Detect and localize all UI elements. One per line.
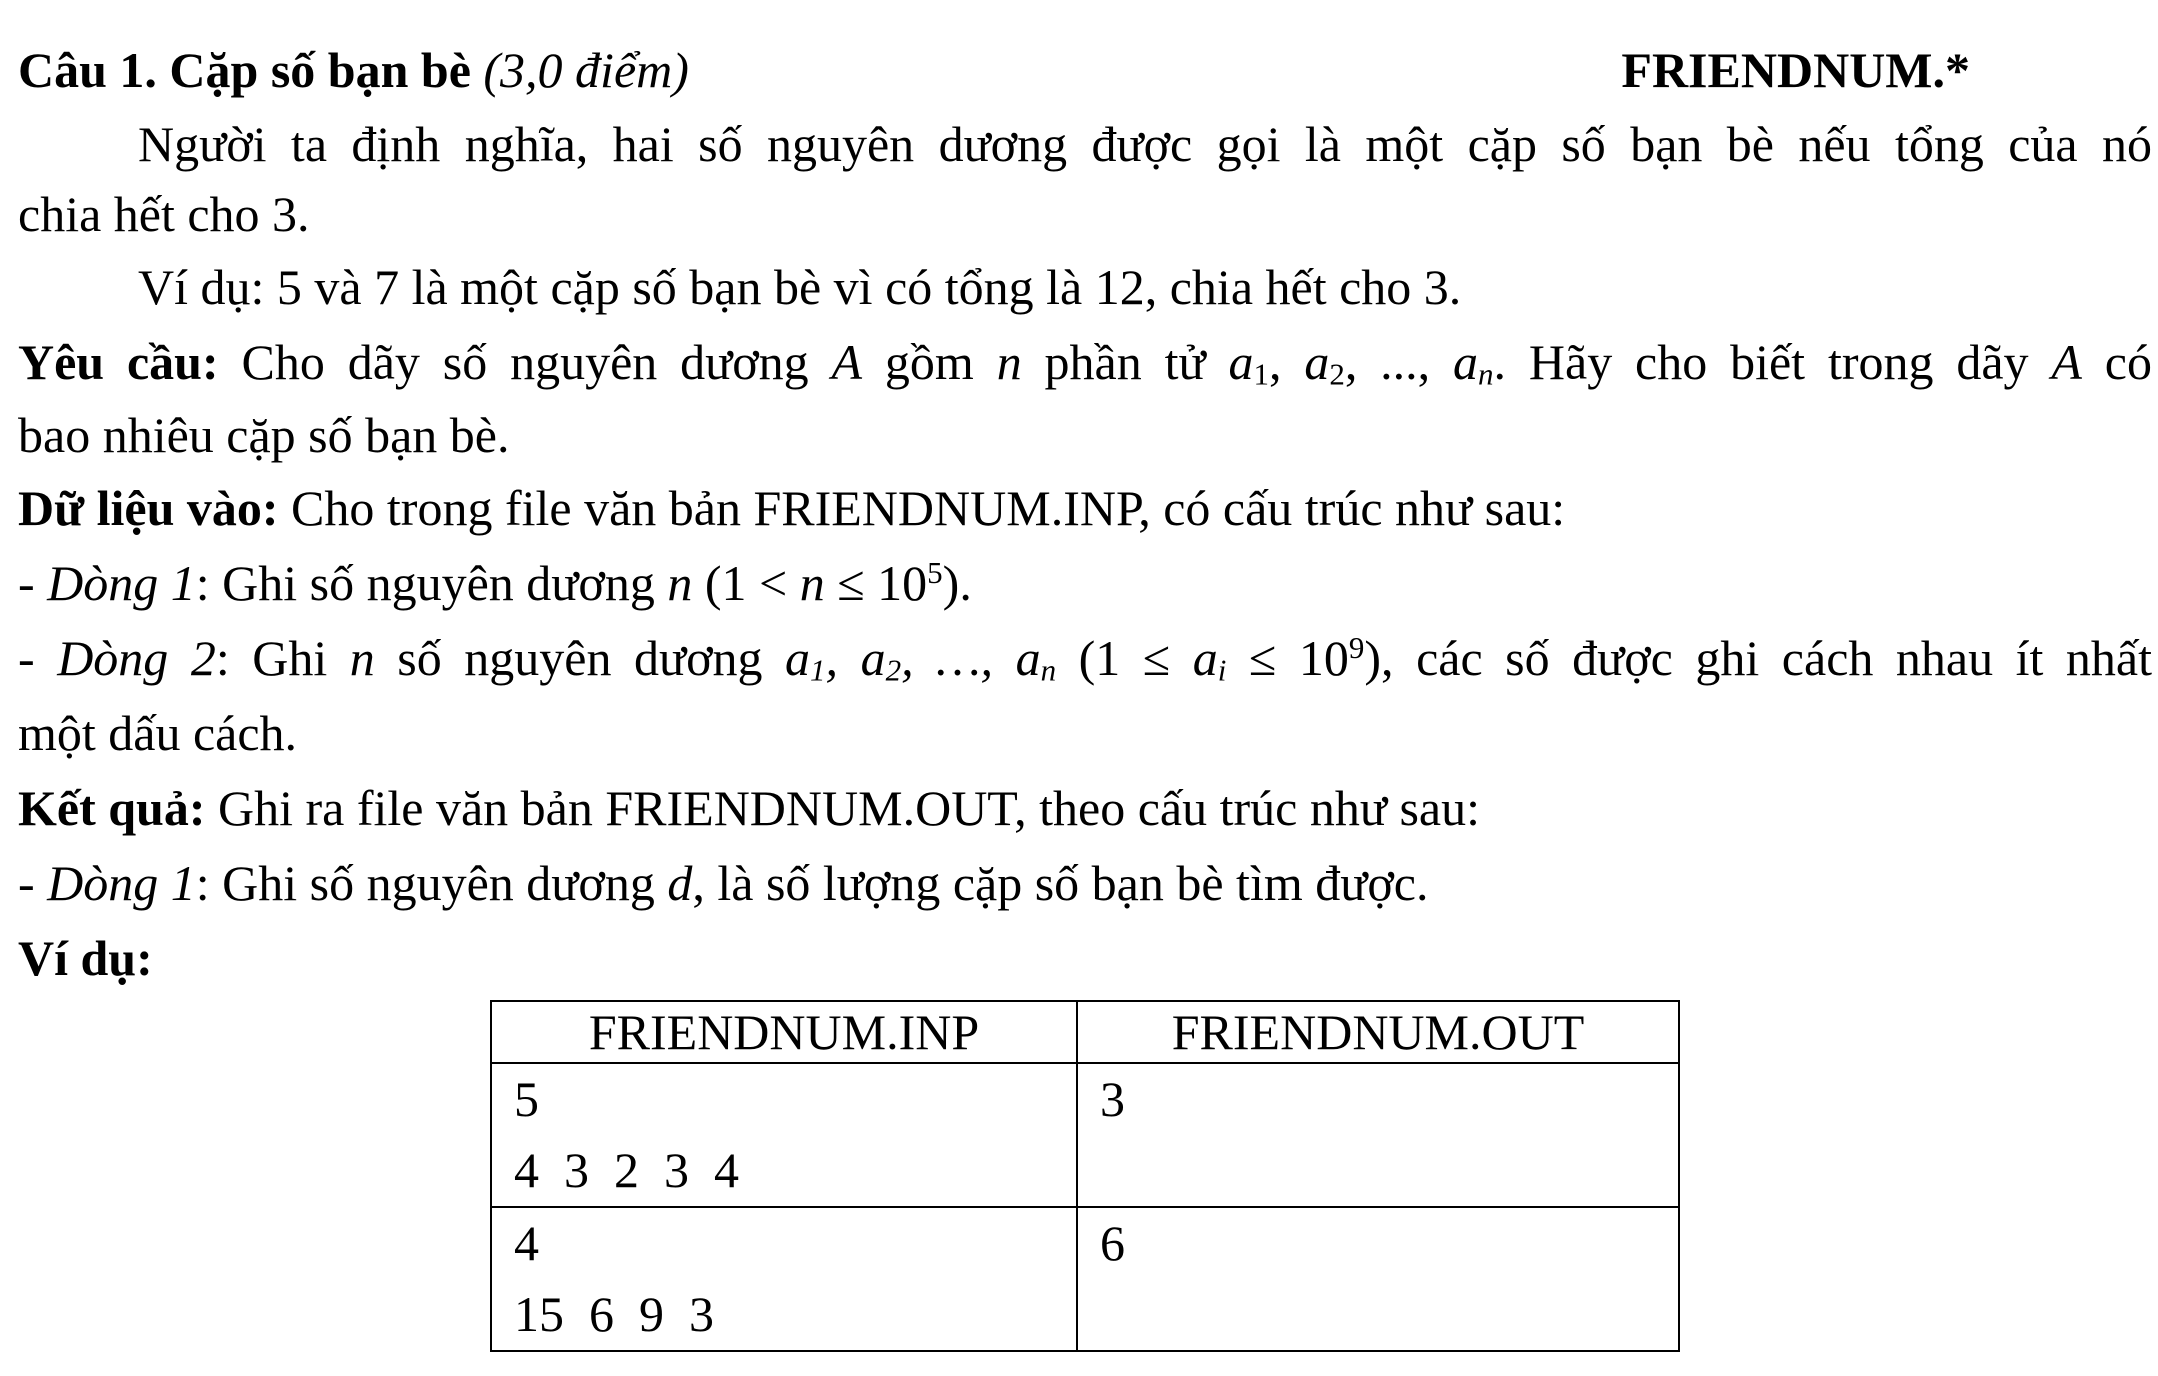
table-row bbox=[491, 1207, 1679, 1351]
table-header-output: FRIENDNUM.OUT bbox=[1077, 1001, 1679, 1063]
table-cell-output: 3 bbox=[1077, 1063, 1679, 1207]
table-cell-input: 4 15 6 9 3 bbox=[491, 1207, 1077, 1351]
output-section-heading: Kết quả: Ghi ra file văn bản FRIENDNUM.OUT, theo cấu trúc như sau: bbox=[18, 780, 1480, 836]
example-label: Ví dụ: bbox=[18, 930, 153, 986]
requirement-line-1: Yêu cầu: Cho dãy số nguyên dương A gồm n phần tử $a_1$, $a_2$, ..., $a_n$. Hãy cho biết trong dãy A có bbox=[18, 334, 2152, 392]
question-title: Câu 1. Cặp số bạn bè bbox=[18, 42, 484, 98]
requirement-line-2: bao nhiêu cặp số bạn bè. bbox=[18, 407, 510, 463]
intro-line-1: Người ta định nghĩa, hai số nguyên dương được gọi là một cặp số bạn bè nếu tổng của nó bbox=[138, 116, 2152, 172]
output-label: Kết quả: bbox=[18, 780, 206, 836]
input-section-heading: Dữ liệu vào: Cho trong file văn bản FRIENDNUM.INP, có cấu trúc như sau: bbox=[18, 480, 1566, 536]
input-row-2: - Dòng 2: Ghi n số nguyên dương $a_1$, $a_2$, …, $a_n$ $(1 \le a_i \le 10^9)$, các số được ghi cách nhau ít nhất bbox=[18, 629, 2153, 688]
requirement-label: Yêu cầu: bbox=[18, 334, 219, 390]
input-row-2-continued: một dấu cách. bbox=[18, 705, 298, 761]
example-table bbox=[490, 1000, 1680, 1352]
question-header bbox=[18, 40, 2152, 100]
table-cell-input: 5 4 3 2 3 4 bbox=[491, 1063, 1077, 1207]
problem-code: FRIENDNUM.* bbox=[1621, 42, 1970, 98]
output-row-1: - Dòng 1: Ghi số nguyên dương d, là số lượng cặp số bạn bè tìm được. bbox=[18, 855, 1429, 911]
table-header-input: FRIENDNUM.INP bbox=[491, 1001, 1077, 1063]
intro-line-2: chia hết cho 3. bbox=[18, 186, 310, 242]
intro-example: Ví dụ: 5 và 7 là một cặp số bạn bè vì có tổng là 12, chia hết cho 3. bbox=[138, 259, 1462, 315]
table-row bbox=[491, 1063, 1679, 1207]
input-row-1: - Dòng 1: Ghi số nguyên dương n $(1 < n \le 10^5)$. bbox=[18, 554, 972, 611]
question-points: (3,0 điểm) bbox=[483, 42, 689, 98]
table-cell-output: 6 bbox=[1077, 1207, 1679, 1351]
table-header-row bbox=[491, 1001, 1679, 1063]
input-label: Dữ liệu vào: bbox=[18, 480, 279, 536]
